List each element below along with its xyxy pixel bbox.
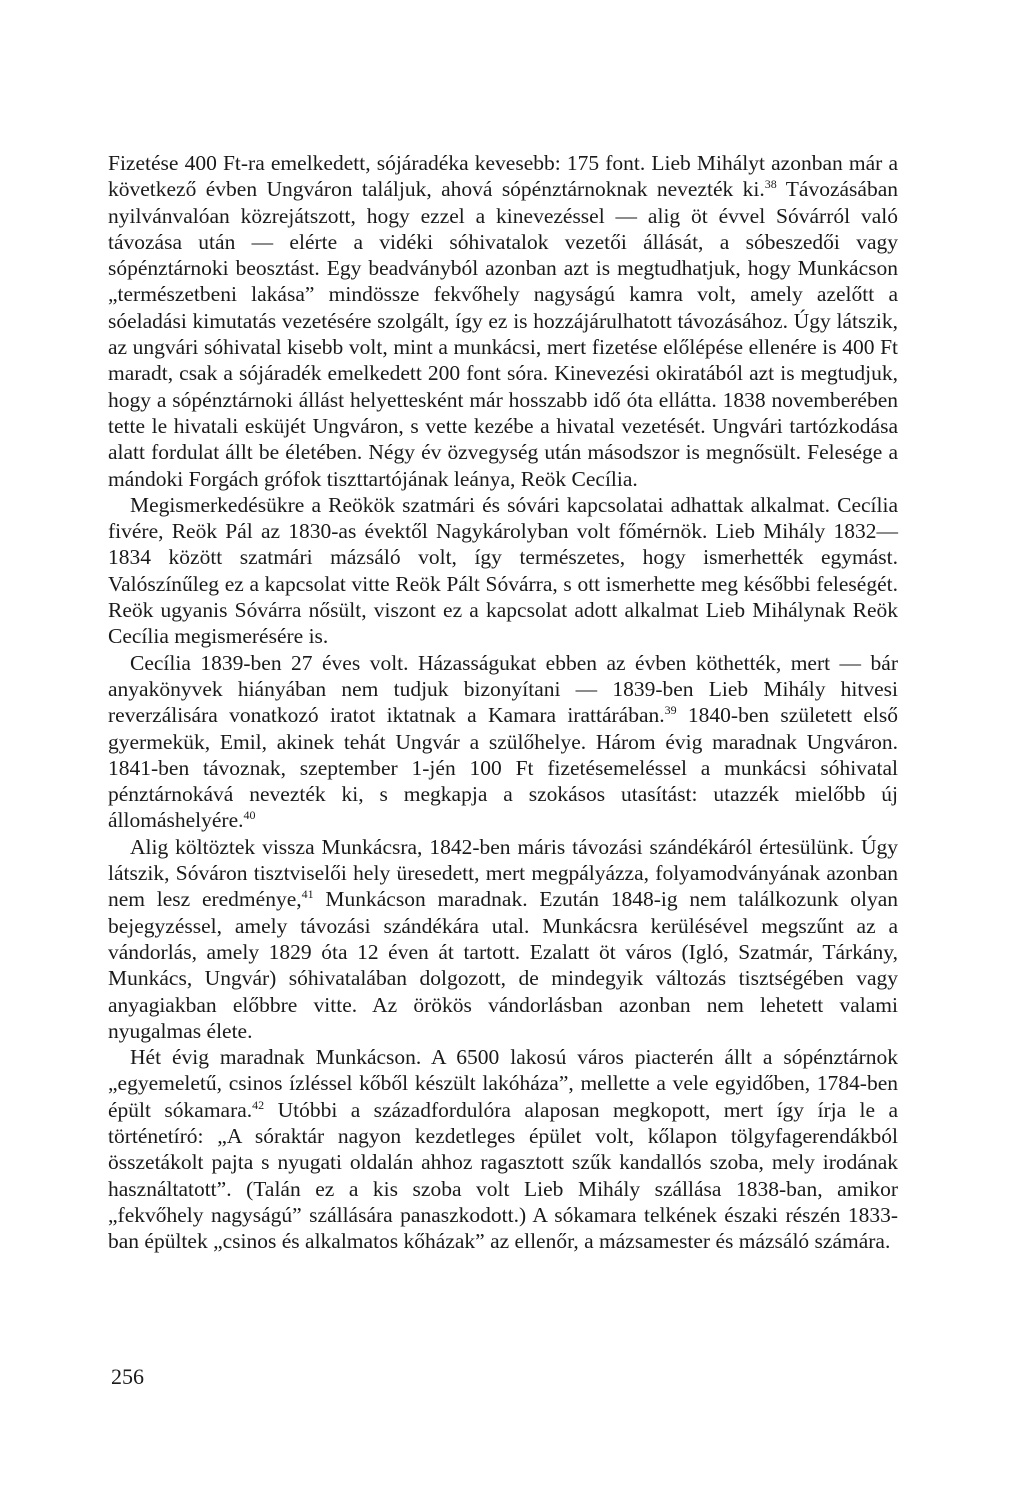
paragraph-text: Távozásában nyilvánvalóan közrejátszott, hogy ezzel a kinevezéssel — alig öt évvel Sóvárról való távozása után — elérte a vidéki sóhivatalok vezetői állását, a sóbeszedői vagy sópénztárnoki beosztást. Egy beadványból azonban azt is megtudhatjuk, hogy Munkácson „természetbeni lakása” mindössze fekvőhely nagyságú kamra volt, amely azelőtt a sóeladási kimutatás vezetésére szolgált, így ez is hozzájárulhatott távozásához. Úgy látszik, az ungvári sóhivatal kisebb volt, mint a munkácsi, mert fizetése előlépése ellenére is 400 Ft maradt, csak a sójáradék emelkedett 200 font sóra. Kinevezési okiratából azt is megtudjuk, hogy a sópénztárnoki állást helyettesként már hosszabb idő óta ellátta. 1838 novemberében tette le hivatali esküjét Ungváron, s vette kezébe a hivatal vezetését. Ungvári tartózkodása alatt fordulat állt be életében. Négy év özvegység után másodszor is megnősült. Felesége a mándoki Forgách grófok tiszttartójának leánya, Reök Cecília. (108, 177, 898, 491)
page-number: 256 (111, 1364, 144, 1389)
paragraph (108, 650, 898, 834)
paragraph (108, 150, 898, 492)
paragraph-text: Alig költöztek vissza Munkácsra, 1842-ben máris távozási szándékáról értesülünk. Úgy látszik, Sóváron tisztviselői hely üresedett, mert megpályázza, folyamodványának azonban nem lesz eredménye, (108, 834, 898, 912)
paragraph-text: 1840-ben született első gyermekük, Emil, akinek tehát Ungvár a szülőhelye. Három évig maradnak Ungváron. 1841-ben távoznak, szeptember 1-jén 100 Ft fizetésemeléssel a munkácsi sóhivatal pénztárnokává nevezték ki, s megkapja a szokásos utasítást: utazzék mielőbb új állomáshelyére. (108, 703, 898, 833)
footnote-ref: 41 (301, 887, 314, 902)
paragraph-text: Utóbbi a századfordulóra alaposan megkopott, mert így írja le a történetíró: „A sóraktár nagyon kezdetleges épület volt, kőlapon tölgyfagerendákból összetákolt pajta s nyugati oldalán ahhoz ragasztott szűk kandallós szoba, mely irodának használtatott”. (Talán ez a kis szoba volt Lieb Mihály szállása 1838-ban, amikor „fekvőhely nagyságú” szállására panaszkodott.) A sókamara telkének északi részén 1833-ban épültek „csinos és alkalmatos kőházak” az ellenőr, a mázsamester és mázsáló számára. (108, 1097, 899, 1254)
footnote-ref: 42 (252, 1097, 265, 1112)
paragraph (108, 1044, 898, 1254)
document-body (108, 150, 898, 1254)
paragraph (108, 492, 898, 650)
paragraph-text: Megismerkedésükre a Reökök szatmári és sóvári kapcsolatai adhattak alkalmat. Cecília fivére, Reök Pál az 1830-as évektől Nagykárolyban volt főmérnök. Lieb Mihály 1832—1834 között szatmári mázsáló volt, így természetes, hogy ismerhették egymást. Valószínűleg ez a kapcsolat vitte Reök Pált Sóvárra, s ott ismerhette meg későbbi feleségét. Reök ugyanis Sóvárra nősült, viszont ez a kapcsolat adott alkalmat Lieb Mihálynak Reök Cecília megismerésére is. (108, 492, 898, 649)
paragraph-text: Fizetése 400 Ft-ra emelkedett, sójáradéka kevesebb: 175 font. Lieb Mihályt azonban már a következő évben Ungváron találjuk, ahová sópénztárnoknak nevezték ki. (108, 151, 898, 202)
paragraph-text: Hét évig maradnak Munkácson. A 6500 lakosú város piacterén állt a sópénztárnok „egyemeletű, csinos ízléssel kőből készült lakóháza”, mellette a vele egyidőben, 1784-ben épült sókamara. (108, 1045, 898, 1122)
footnote-ref: 40 (243, 808, 256, 823)
paragraph (108, 834, 898, 1044)
footnote-ref: 39 (664, 703, 677, 718)
footnote-ref: 38 (764, 177, 777, 192)
paragraph-text: Cecília 1839-ben 27 éves volt. Házasságukat ebben az évben köthették, mert — bár anyakönyvek hiányában nem tudjuk bizonyítani — 1839-ben Lieb Mihály hitvesi reverzálisára vonatkozó iratot iktatnak a Kamara irattárában. (108, 650, 898, 728)
paragraph-text: Munkácson maradnak. Ezután 1848-ig nem találkozunk olyan bejegyzéssel, amely távozási szándékára utal. Munkácsra kerülésével megszűnt az a vándorlás, amely 1829 óta 12 éven át tartott. Ezalatt öt város (Igló, Szatmár, Tárkány, Munkács, Ungvár) sóhivatalában dolgozott, de mindegyik változás tisztségében vagy anyagiakban előbbre vitte. Az örökös vándorlásban azonban nem lehetett valami nyugalmas élete. (108, 887, 898, 1043)
